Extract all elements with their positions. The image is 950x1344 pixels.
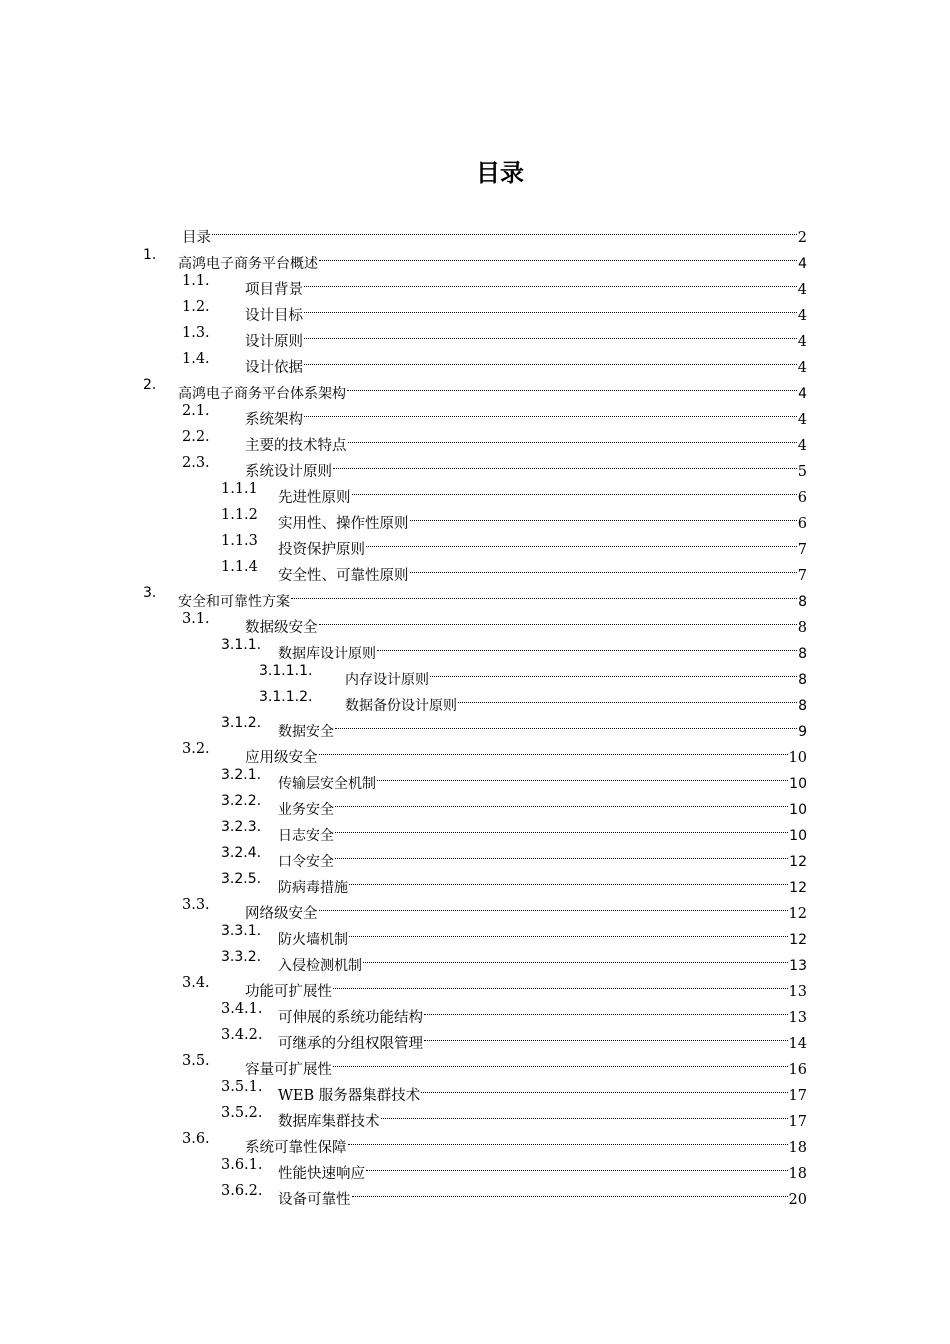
toc-entry[interactable] — [0, 320, 807, 350]
toc-entry-page-number: 8 — [797, 620, 807, 636]
toc-entry[interactable] — [0, 970, 807, 1000]
toc-entry[interactable] — [0, 814, 807, 844]
toc-entry-number: 1. — [143, 247, 157, 263]
toc-entry-page-number: 12 — [788, 906, 807, 922]
dot-leader — [409, 554, 798, 580]
toc-entry-number: 3.4. — [182, 975, 210, 991]
toc-entry-number: 1.3. — [182, 325, 210, 341]
toc-entry[interactable] — [0, 476, 807, 506]
toc-entry[interactable] — [0, 996, 807, 1026]
toc-entry-number: 3.2.3. — [221, 819, 262, 835]
toc-entry-title: 系统设计原则 — [245, 459, 332, 485]
toc-entry-number: 3.2.5. — [221, 871, 262, 887]
dot-leader — [409, 502, 798, 528]
toc-entry-number: 3.5. — [182, 1053, 210, 1069]
toc-entry-page-number: 8 — [798, 698, 807, 714]
toc-entry-number: 3.2.1. — [221, 767, 262, 783]
toc-entry-title: 高鸿电子商务平台概述 — [178, 251, 318, 277]
dot-leader — [303, 398, 798, 424]
toc-entry[interactable] — [0, 840, 807, 870]
toc-entry-page-number: 12 — [789, 880, 807, 896]
toc-entry[interactable] — [0, 684, 807, 714]
toc-entry[interactable] — [0, 1178, 807, 1208]
dot-leader — [380, 1100, 789, 1126]
toc-entry-title: 数据备份设计原则 — [345, 693, 457, 719]
toc-entry[interactable] — [0, 1022, 807, 1052]
toc-entry-number: 3.6. — [182, 1131, 210, 1147]
toc-entry-page-number: 4 — [797, 438, 807, 454]
toc-entry-number: 2. — [143, 377, 157, 393]
toc-entry-title: 投资保护原则 — [278, 537, 365, 563]
toc-entry[interactable] — [0, 606, 807, 636]
dot-leader — [332, 1048, 789, 1074]
toc-entry[interactable] — [0, 294, 807, 324]
toc-entry-title: 设备可靠性 — [278, 1187, 351, 1213]
toc-entry[interactable] — [0, 398, 807, 428]
toc-entry-page-number: 13 — [788, 984, 807, 1000]
toc-entry-number: 3.1.1.2. — [259, 689, 313, 705]
toc-entry-page-number: 6 — [797, 490, 807, 506]
toc-entry[interactable] — [0, 892, 807, 922]
toc-entry-number: 3.2.4. — [221, 845, 262, 861]
dot-leader — [376, 762, 789, 788]
toc-entry-number: 1.1.2 — [221, 507, 258, 523]
toc-entry-title: 数据安全 — [278, 719, 334, 745]
toc-entry-page-number: 10 — [789, 776, 807, 792]
toc-entry-number: 3.1.1.1. — [259, 663, 313, 679]
dot-leader — [290, 580, 798, 606]
dot-leader — [318, 606, 798, 632]
toc-entry-number: 1.1.4 — [221, 559, 258, 575]
toc-entry-title: 先进性原则 — [278, 485, 351, 511]
dot-leader — [334, 814, 789, 840]
toc-entry-page-number: 8 — [798, 646, 807, 662]
toc-entry-title: 功能可扩展性 — [245, 979, 332, 1005]
toc-entry-number: 2.1. — [182, 403, 210, 419]
dot-leader — [347, 1126, 789, 1152]
toc-entry-page-number: 10 — [788, 750, 807, 766]
toc-entry-number: 3.1.1. — [221, 637, 262, 653]
toc-entry[interactable] — [0, 580, 807, 610]
toc-entry-page-number: 5 — [797, 464, 807, 480]
toc-entry-page-number: 8 — [798, 672, 807, 688]
toc-entry-number: 3.2. — [182, 741, 210, 757]
toc-entry-title: 设计目标 — [245, 303, 303, 329]
toc-entry-number: 3.4.1. — [221, 1001, 263, 1017]
toc-entry-number: 1.1.1 — [221, 481, 258, 497]
dot-leader — [351, 1178, 789, 1204]
toc-entry-number: 3.6.1. — [221, 1157, 263, 1173]
toc-entry[interactable] — [0, 866, 807, 896]
toc-entry[interactable] — [0, 346, 807, 376]
toc-entry-title: 入侵检测机制 — [278, 953, 362, 979]
toc-entry[interactable] — [0, 944, 807, 974]
toc-entry-title: 防病毒措施 — [278, 875, 348, 901]
dot-leader — [457, 684, 798, 710]
toc-entry-title: 日志安全 — [278, 823, 334, 849]
toc-entry-title: 系统可靠性保障 — [245, 1135, 347, 1161]
dot-leader — [362, 944, 789, 970]
toc-entry-title: 口令安全 — [278, 849, 334, 875]
dot-leader — [211, 216, 798, 242]
toc-entry-page-number: 17 — [788, 1088, 807, 1104]
toc-entry-number: 3.1.2. — [221, 715, 262, 731]
toc-entry[interactable] — [0, 736, 807, 766]
toc-entry-number: 3.5.2. — [221, 1105, 263, 1121]
toc-entry[interactable] — [0, 502, 807, 532]
toc-entry-title: 应用级安全 — [245, 745, 318, 771]
dot-leader — [365, 1152, 789, 1178]
toc-entry[interactable] — [0, 372, 807, 402]
toc-entry[interactable] — [0, 1100, 807, 1130]
toc-entry[interactable] — [0, 632, 807, 662]
toc-entry-page-number: 4 — [798, 386, 807, 402]
toc-entry-title: 数据库设计原则 — [278, 641, 376, 667]
toc-entry-page-number: 12 — [789, 854, 807, 870]
toc-entry[interactable] — [0, 1048, 807, 1078]
toc-entry-title: 设计依据 — [245, 355, 303, 381]
toc-entry-title: 数据级安全 — [245, 615, 318, 641]
toc-entry-page-number: 18 — [788, 1166, 807, 1182]
toc-entry-title: 内存设计原则 — [345, 667, 429, 693]
toc-entry-title: 数据库集群技术 — [278, 1109, 380, 1135]
toc-entry-page-number: 17 — [788, 1114, 807, 1130]
toc-entry-title: 实用性、操作性原则 — [278, 511, 409, 537]
toc-entry-number: 1.1.3 — [221, 533, 258, 549]
toc-entry-page-number: 18 — [788, 1140, 807, 1156]
toc-entry[interactable] — [0, 658, 807, 688]
toc-entry-page-number: 12 — [789, 932, 807, 948]
toc-entry-number: 1.2. — [182, 299, 210, 315]
toc-entry[interactable] — [0, 424, 807, 454]
toc-entry-title: 系统架构 — [245, 407, 303, 433]
toc-entry-page-number: 2 — [797, 230, 807, 246]
toc-entry-title: 可伸展的系统功能结构 — [278, 1005, 423, 1031]
toc-entry-page-number: 13 — [788, 1010, 807, 1026]
toc-entry-page-number: 7 — [797, 568, 807, 584]
toc-entry-number: 2.2. — [182, 429, 210, 445]
toc-entry-number: 3.1. — [182, 611, 210, 627]
dot-leader — [348, 866, 789, 892]
toc-entry-number: 3.6.2. — [221, 1183, 263, 1199]
dot-leader — [429, 658, 798, 684]
toc-entry-number: 2.3. — [182, 455, 210, 471]
toc-entry-page-number: 10 — [789, 802, 807, 818]
page-title: 目录 — [476, 159, 524, 187]
toc-entry-title: 项目背景 — [245, 277, 303, 303]
toc-entry[interactable] — [0, 242, 807, 272]
dot-leader — [332, 450, 798, 476]
toc-entry-title: 传输层安全机制 — [278, 771, 376, 797]
toc-entry-page-number: 4 — [797, 282, 807, 298]
dot-leader — [346, 372, 798, 398]
toc-entry-title: 性能快速响应 — [278, 1161, 365, 1187]
toc-entry-page-number: 20 — [788, 1192, 807, 1208]
toc-entry-number: 3.2.2. — [221, 793, 262, 809]
toc-entry-page-number: 10 — [789, 828, 807, 844]
toc-entry[interactable] — [0, 268, 807, 298]
dot-leader — [303, 294, 798, 320]
toc-entry-page-number: 16 — [788, 1062, 807, 1078]
toc-entry-title: 安全性、可靠性原则 — [278, 563, 409, 589]
toc-entry-title: 高鸿电子商务平台体系架构 — [178, 381, 346, 407]
toc-entry-title: WEB 服务器集群技术 — [278, 1083, 420, 1109]
toc-entry-number: 3. — [143, 585, 157, 601]
toc-entry-title: 可继承的分组权限管理 — [278, 1031, 423, 1057]
toc-entry-page-number: 4 — [797, 412, 807, 428]
dot-leader — [318, 892, 789, 918]
toc-entry[interactable] — [0, 710, 807, 740]
toc-entry[interactable] — [0, 528, 807, 558]
toc-entry-page-number: 4 — [797, 334, 807, 350]
dot-leader — [303, 268, 798, 294]
toc-entry-page-number: 9 — [798, 724, 807, 740]
toc-entry-title: 容量可扩展性 — [245, 1057, 332, 1083]
toc-entry-title: 防火墙机制 — [278, 927, 348, 953]
toc-entry-page-number: 4 — [797, 308, 807, 324]
toc-entry-title: 网络级安全 — [245, 901, 318, 927]
dot-leader — [420, 1074, 788, 1100]
dot-leader — [423, 1022, 789, 1048]
dot-leader — [303, 320, 798, 346]
toc-entry-page-number: 7 — [797, 542, 807, 558]
toc-entry-title: 目录 — [182, 225, 211, 251]
toc-entry[interactable] — [0, 788, 807, 818]
toc-entry-page-number: 4 — [798, 256, 807, 272]
toc-entry-number: 3.4.2. — [221, 1027, 263, 1043]
toc-entry[interactable] — [0, 762, 807, 792]
toc-entry-page-number: 6 — [797, 516, 807, 532]
dot-leader — [332, 970, 789, 996]
toc-entry-title: 业务安全 — [278, 797, 334, 823]
toc-entry-page-number: 13 — [789, 958, 807, 974]
dot-leader — [334, 710, 798, 736]
toc-entry[interactable] — [0, 216, 807, 246]
toc-entry-number: 1.4. — [182, 351, 210, 367]
dot-leader — [348, 918, 789, 944]
toc-entry-number: 3.3. — [182, 897, 210, 913]
toc-entry-number: 1.1. — [182, 273, 210, 289]
dot-leader — [303, 346, 798, 372]
dot-leader — [318, 736, 789, 762]
toc-entry-page-number: 4 — [797, 360, 807, 376]
toc-entry-number: 3.3.1. — [221, 923, 262, 939]
toc-entry-number: 3.5.1. — [221, 1079, 263, 1095]
toc-entry[interactable] — [0, 1152, 807, 1182]
toc-entry-title: 设计原则 — [245, 329, 303, 355]
toc-entry-title: 主要的技术特点 — [245, 433, 347, 459]
toc-entry[interactable] — [0, 450, 807, 480]
toc-entry[interactable] — [0, 1074, 807, 1104]
toc-entry-title: 安全和可靠性方案 — [178, 589, 290, 615]
dot-leader — [423, 996, 789, 1022]
dot-leader — [365, 528, 798, 554]
dot-leader — [318, 242, 798, 268]
toc-entry[interactable] — [0, 1126, 807, 1156]
toc-entry-page-number: 14 — [788, 1036, 807, 1052]
dot-leader — [334, 788, 789, 814]
dot-leader — [351, 476, 798, 502]
dot-leader — [376, 632, 798, 658]
toc-entry[interactable] — [0, 554, 807, 584]
toc-entry[interactable] — [0, 918, 807, 948]
toc-entry-number: 3.3.2. — [221, 949, 262, 965]
toc-entry-page-number: 8 — [798, 594, 807, 610]
dot-leader — [347, 424, 798, 450]
dot-leader — [334, 840, 789, 866]
